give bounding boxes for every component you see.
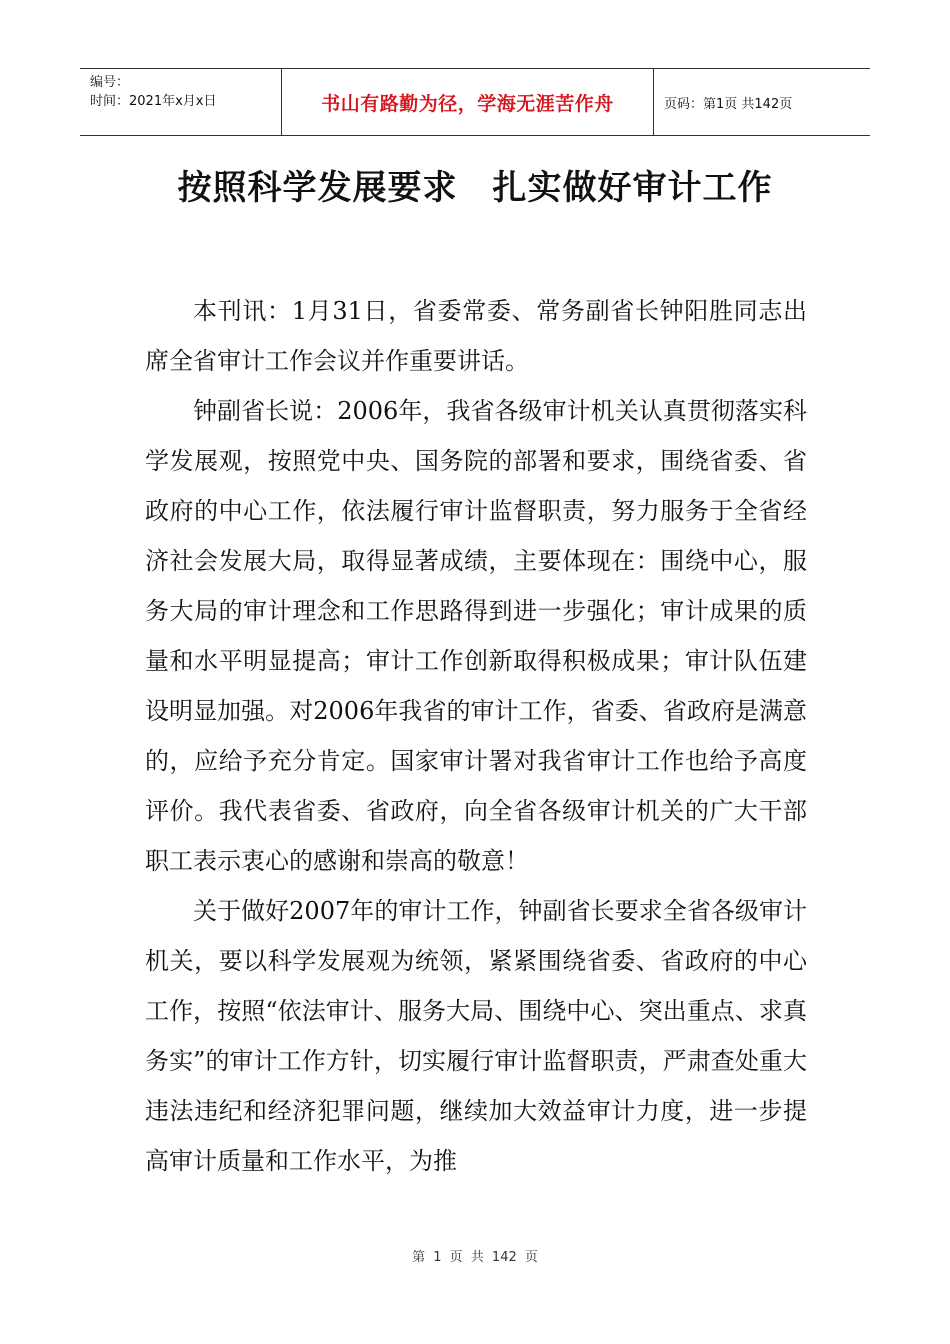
paragraph: 关于做好2007年的审计工作，钟副省长要求全省各级审计机关，要以科学发展观为统领，紧紧围绕省委、省政府的中心工作，按照“依法审计、服务大局、围绕中心、突出重点、求真务实”的审计工作方针，切实履行审计监督职责，严肃查处重大违法违纪和经济犯罪问题，继续加大效益审计力度，进一步提高审计质量和工作水平，为推 — [145, 897, 807, 1175]
document-header — [80, 68, 870, 136]
header-date: 时间：2021年x月x日 — [90, 94, 217, 109]
paragraph: 本刊讯：1月31日，省委常委、常务副省长钟阳胜同志出席全省审计工作会议并作重要讲话。 — [145, 297, 807, 375]
paragraph: 钟副省长说：2006年，我省各级审计机关认真贯彻落实科学发展观，按照党中央、国务院的部署和要求，围绕省委、省政府的中心工作，依法履行审计监督职责，努力服务于全省经济社会发展大局，取得显著成绩，主要体现在：围绕中心，服务大局的审计理念和工作思路得到进一步强化；审计成果的质量和水平明显提高；审计工作创新取得积极成果；审计队伍建设明显加强。对2006年我省的审计工作，省委、省政府是满意的，应给予充分肯定。国家审计署对我省审计工作也给予高度评价。我代表省委、省政府，向全省各级审计机关的广大干部职工表示衷心的感谢和崇高的敬意！ — [145, 397, 807, 875]
document-body — [145, 286, 807, 1186]
header-page-info: 页码：第1页 共142页 — [664, 96, 793, 112]
page-footer: 第 1 页 共 142 页 — [412, 1250, 538, 1265]
document-title: 按照科学发展要求 扎实做好审计工作 — [177, 168, 773, 208]
header-meta — [80, 69, 282, 135]
header-motto: 书山有路勤为径，学海无涯苦作舟 — [282, 69, 654, 135]
header-number: 编号： — [90, 75, 130, 90]
